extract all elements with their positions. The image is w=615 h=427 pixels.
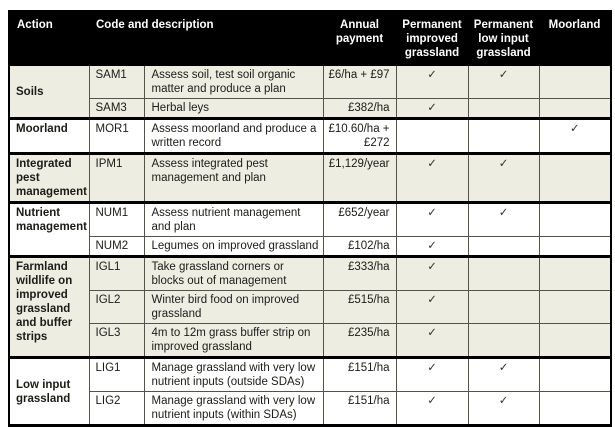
payment-cell: £235/ha	[323, 324, 396, 358]
payment-cell: £151/ha	[323, 358, 396, 392]
moorland-check-cell	[539, 257, 611, 291]
code-cell: NUM1	[89, 203, 144, 237]
header-action: Action	[9, 11, 89, 65]
payment-cell: £1,129/year	[323, 154, 396, 203]
header-annual-payment: Annual payment	[323, 11, 396, 65]
moorland-check-cell	[539, 358, 611, 392]
description-cell: Herbal leys	[144, 99, 323, 119]
code-cell: IPM1	[89, 154, 144, 203]
payments-table	[8, 10, 612, 427]
moorland-check-cell	[539, 154, 611, 203]
payment-cell: £382/ha	[323, 99, 396, 119]
payment-cell: £515/ha	[323, 291, 396, 324]
improved-grassland-check-cell: ✓	[396, 154, 468, 203]
action-cell: Soils	[9, 65, 89, 119]
payment-cell: £333/ha	[323, 257, 396, 291]
action-cell: Low input grassland	[9, 358, 89, 426]
low-input-grassland-check-cell: ✓	[468, 392, 539, 426]
table-row	[9, 203, 611, 237]
code-cell: LIG2	[89, 392, 144, 426]
code-cell: NUM2	[89, 237, 144, 257]
improved-grassland-check-cell: ✓	[396, 392, 468, 426]
code-cell: MOR1	[89, 119, 144, 154]
code-cell: IGL3	[89, 324, 144, 358]
payment-cell: £10.60/ha + £272	[323, 119, 396, 154]
table-row	[9, 392, 611, 426]
low-input-grassland-check-cell	[468, 291, 539, 324]
moorland-check-cell	[539, 291, 611, 324]
low-input-grassland-check-cell: ✓	[468, 203, 539, 237]
moorland-check-cell	[539, 65, 611, 99]
table-header	[9, 11, 611, 65]
low-input-grassland-check-cell: ✓	[468, 358, 539, 392]
table-row	[9, 237, 611, 257]
improved-grassland-check-cell: ✓	[396, 358, 468, 392]
low-input-grassland-check-cell: ✓	[468, 154, 539, 203]
action-cell: Moorland	[9, 119, 89, 154]
low-input-grassland-check-cell	[468, 237, 539, 257]
description-cell: Legumes on improved grassland	[144, 237, 323, 257]
moorland-check-cell	[539, 203, 611, 237]
description-cell: Manage grassland with very low nutrient inputs (within SDAs)	[144, 392, 323, 426]
code-cell: SAM1	[89, 65, 144, 99]
improved-grassland-check-cell: ✓	[396, 237, 468, 257]
description-cell: Assess moorland and produce a written record	[144, 119, 323, 154]
group-integrated-pest-management	[9, 154, 611, 203]
improved-grassland-check-cell: ✓	[396, 291, 468, 324]
description-cell: Assess soil, test soil organic matter and produce a plan	[144, 65, 323, 99]
group-nutrient-management	[9, 203, 611, 257]
document-page	[8, 10, 612, 427]
header-moorland: Moorland	[539, 11, 611, 65]
moorland-check-cell	[539, 237, 611, 257]
low-input-grassland-check-cell	[468, 99, 539, 119]
code-cell: IGL2	[89, 291, 144, 324]
code-cell: IGL1	[89, 257, 144, 291]
action-cell: Farmland wildlife on improved grassland and buffer strips	[9, 257, 89, 358]
table-row	[9, 257, 611, 291]
action-cell: Integrated pest management	[9, 154, 89, 203]
table-row	[9, 154, 611, 203]
description-cell: Take grassland corners or blocks out of management	[144, 257, 323, 291]
low-input-grassland-check-cell	[468, 324, 539, 358]
header-code-description: Code and description	[89, 11, 323, 65]
description-cell: Winter bird food on improved grassland	[144, 291, 323, 324]
moorland-check-cell: ✓	[539, 119, 611, 154]
description-cell: 4m to 12m grass buffer strip on improved grassland	[144, 324, 323, 358]
moorland-check-cell	[539, 392, 611, 426]
improved-grassland-check-cell: ✓	[396, 99, 468, 119]
payment-cell: £6/ha + £97	[323, 65, 396, 99]
table-row	[9, 358, 611, 392]
payment-cell: £102/ha	[323, 237, 396, 257]
low-input-grassland-check-cell: ✓	[468, 65, 539, 99]
improved-grassland-check-cell: ✓	[396, 257, 468, 291]
description-cell: Manage grassland with very low nutrient inputs (outside SDAs)	[144, 358, 323, 392]
code-cell: LIG1	[89, 358, 144, 392]
header-permanent-improved-grassland: Permanent improved grassland	[396, 11, 468, 65]
group-farmland-wildlife	[9, 257, 611, 358]
header-permanent-low-input-grassland: Permanent low input grassland	[468, 11, 539, 65]
improved-grassland-check-cell: ✓	[396, 65, 468, 99]
table-row	[9, 324, 611, 358]
group-soils	[9, 65, 611, 119]
improved-grassland-check-cell	[396, 119, 468, 154]
group-low-input-grassland	[9, 358, 611, 426]
group-moorland	[9, 119, 611, 154]
table-row	[9, 99, 611, 119]
table-row	[9, 119, 611, 154]
moorland-check-cell	[539, 324, 611, 358]
low-input-grassland-check-cell	[468, 119, 539, 154]
table-row	[9, 291, 611, 324]
payment-cell: £151/ha	[323, 392, 396, 426]
payment-cell: £652/year	[323, 203, 396, 237]
description-cell: Assess nutrient management and plan	[144, 203, 323, 237]
action-cell: Nutrient management	[9, 203, 89, 257]
code-cell: SAM3	[89, 99, 144, 119]
table-row	[9, 65, 611, 99]
description-cell: Assess integrated pest management and plan	[144, 154, 323, 203]
header-row	[9, 11, 611, 65]
low-input-grassland-check-cell	[468, 257, 539, 291]
moorland-check-cell	[539, 99, 611, 119]
improved-grassland-check-cell: ✓	[396, 324, 468, 358]
improved-grassland-check-cell: ✓	[396, 203, 468, 237]
